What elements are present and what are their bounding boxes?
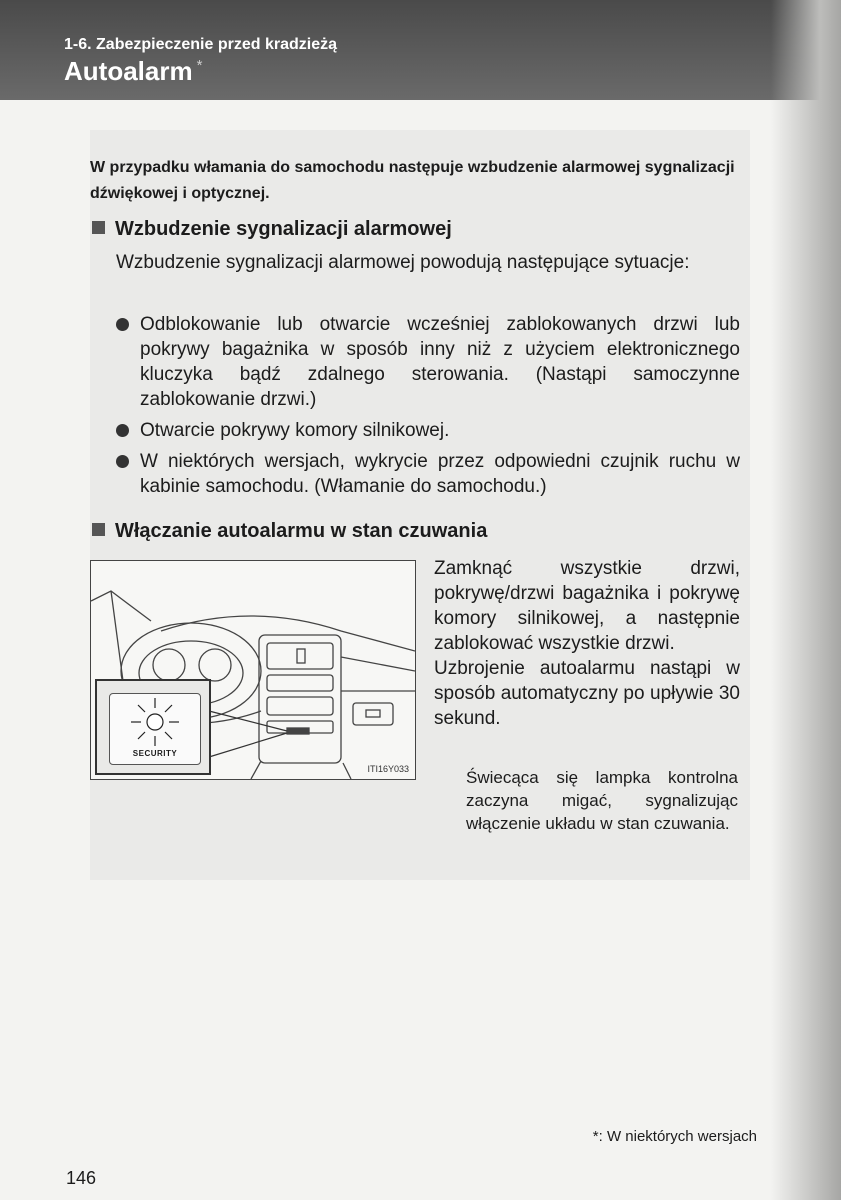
arming-instructions <box>434 556 740 731</box>
figure-code: ITI16Y033 <box>367 764 409 774</box>
page-title: Autoalarm <box>64 56 193 86</box>
section1-heading <box>92 218 452 241</box>
bullet-dot-icon <box>116 424 129 437</box>
instruction-auto-arm: Uzbrojenie autoalarmu nastąpi w sposób automatyczny po upływie 30 sekund. <box>434 658 740 729</box>
section1-lead: Wzbudzenie sygnalizacji alarmowej powodują następujące sytuacje: <box>116 252 690 273</box>
bullet-dot-icon <box>116 455 129 468</box>
list-item: Odblokowanie lub otwarcie wcześniej zablokowanych drzwi lub pokrywy bagażnika w sposób inny niż z użyciem elektronicznego kluczyka bądź zdalnego sterowania. (Nastąpi samoczynne zablokowanie drzwi.) <box>116 312 740 412</box>
square-bullet-icon <box>92 221 105 234</box>
page-header <box>0 0 841 100</box>
bullet-dot-icon <box>116 318 129 331</box>
page-title-row <box>64 56 202 87</box>
dashboard-illustration <box>90 560 416 780</box>
binding-shadow <box>771 0 841 1200</box>
section1-heading-text: Wzbudzenie sygnalizacji alarmowej <box>115 218 452 240</box>
square-bullet-icon <box>92 523 105 536</box>
section2-heading <box>92 520 487 543</box>
footnote: *: W niektórych wersjach <box>592 1128 757 1145</box>
intro-text: W przypadku włamania do samochodu następuje wzbudzenie alarmowej sygnalizacji dźwiękowej i optycznej. <box>90 159 735 202</box>
security-indicator-inset <box>95 679 211 775</box>
section-label: 1-6. Zabezpieczenie przed kradzieżą <box>64 36 337 53</box>
security-label: SECURITY <box>132 749 178 758</box>
list-item: Otwarcie pokrywy komory silnikowej. <box>116 418 740 443</box>
list-item: W niektórych wersjach, wykrycie przez odpowiedni czujnik ruchu w kabinie samochodu. (Włamanie do samochodu.) <box>116 449 740 499</box>
security-indicator-light-icon <box>110 694 200 750</box>
instruction-close-lock: Zamknąć wszystkie drzwi, pokrywę/drzwi bagażnika i pokrywę komory silnikowej, a następnie zablokować wszystkie drzwi. <box>434 558 740 654</box>
indicator-note: Świecąca się lampka kontrolna zaczyna migać, sygnalizując włączenie układu w stan czuwania. <box>466 768 738 833</box>
section2-heading-text: Włączanie autoalarmu w stan czuwania <box>115 520 488 542</box>
alarm-trigger-list <box>116 312 740 505</box>
page-number: 146 <box>66 1168 97 1188</box>
title-footnote-mark: * <box>196 57 203 75</box>
